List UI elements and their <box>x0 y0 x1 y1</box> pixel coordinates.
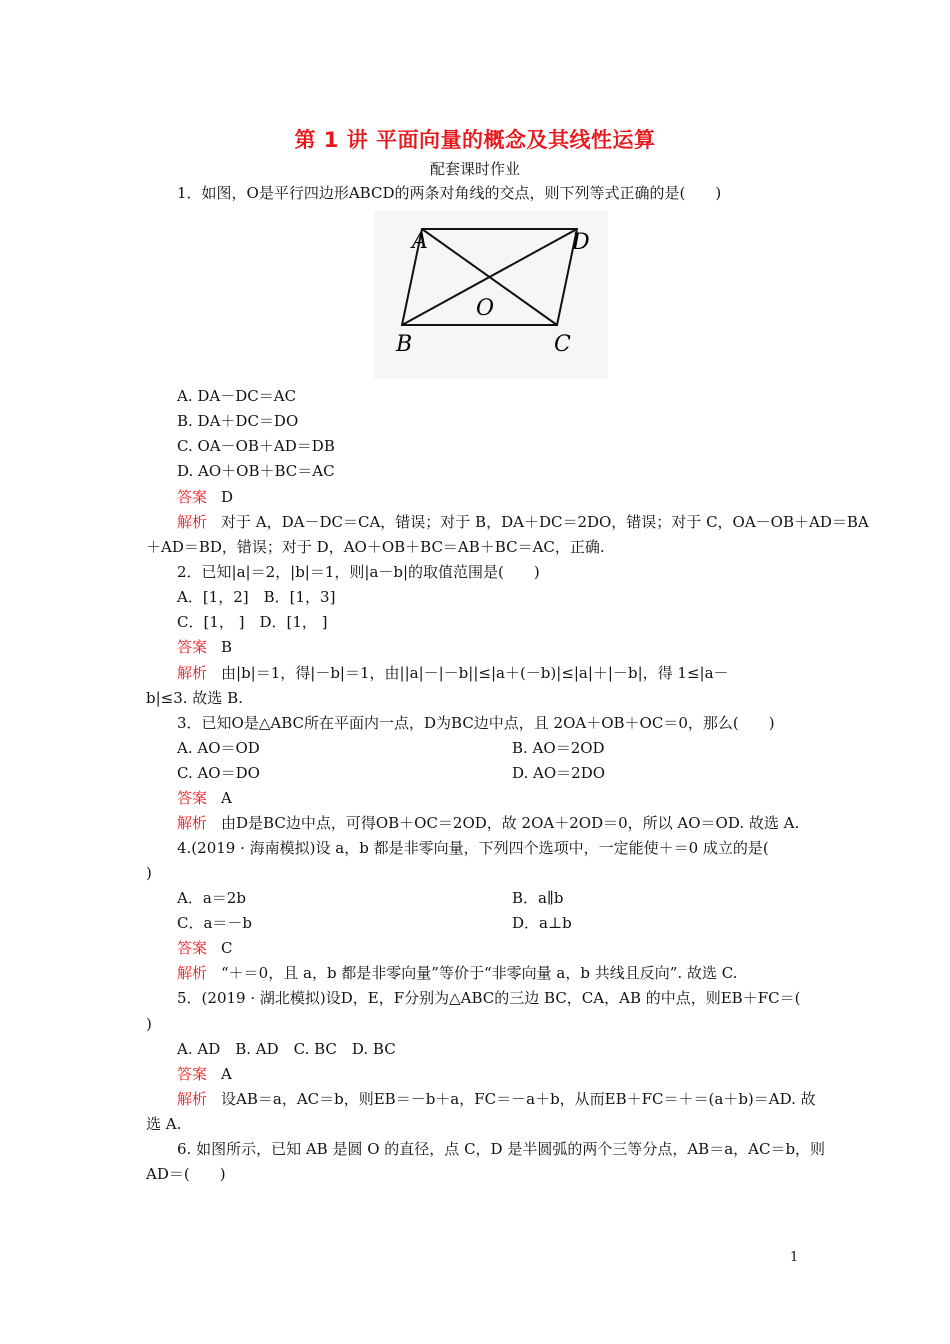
answer-label: 答案 <box>177 488 208 506</box>
q1-option-a: A. DA－DC＝AC <box>177 387 297 405</box>
label-A: A <box>412 229 428 254</box>
parallelogram-figure <box>374 211 608 379</box>
q3-option-d: D. AO＝2DO <box>512 764 606 782</box>
analysis-text: 由D是BC边中点，可得OB＋OC＝2OD，故 2OA＋2OD＝0，所以 AO＝OD. 故选 A. <box>221 814 800 832</box>
answer-value: C <box>221 939 233 957</box>
q3-option-a: A. AO＝OD <box>177 739 260 757</box>
label-O: O <box>476 296 495 321</box>
q3-answer <box>177 789 232 807</box>
parallelogram-diagram <box>374 211 608 379</box>
label-C: C <box>554 332 571 357</box>
q2-stem: 2．已知|a|＝2，|b|＝1，则|a－b|的取值范围是( ) <box>177 563 540 581</box>
page-subtitle: 配套课时作业 <box>429 160 520 178</box>
answer-value: B <box>221 638 233 656</box>
q1-analysis <box>177 513 869 531</box>
q5-analysis <box>177 1090 816 1108</box>
q5-analysis-cont: 选 A. <box>146 1115 182 1133</box>
q5-answer <box>177 1065 232 1083</box>
answer-value: D <box>221 488 234 506</box>
q3-analysis <box>177 814 799 832</box>
analysis-label: 解析 <box>177 513 208 531</box>
q4-option-d: D．a⊥b <box>512 914 572 932</box>
q1-option-b: B. DA＋DC＝DO <box>177 412 299 430</box>
answer-label: 答案 <box>177 789 208 807</box>
analysis-label: 解析 <box>177 814 208 832</box>
q2-options-row2: C．[1， ] D．[1， ] <box>177 613 328 631</box>
q4-stem-cont: ) <box>146 864 152 882</box>
q2-answer <box>177 638 232 656</box>
page-number: 1 <box>790 1250 799 1265</box>
analysis-label: 解析 <box>177 1090 208 1108</box>
q4-stem: 4.(2019 · 海南模拟)设 a，b 都是非零向量，下列四个选项中，一定能使＋＝0 成立的是( <box>177 839 769 857</box>
q1-option-c: C. OA－OB＋AD＝DB <box>177 437 335 455</box>
label-D: D <box>572 230 590 255</box>
answer-label: 答案 <box>177 638 208 656</box>
analysis-label: 解析 <box>177 664 208 682</box>
answer-label: 答案 <box>177 1065 208 1083</box>
analysis-label: 解析 <box>177 964 208 982</box>
q2-analysis <box>177 664 729 682</box>
q5-stem-cont: ) <box>146 1015 152 1033</box>
q1-answer <box>177 488 233 506</box>
q6-stem-cont: AD＝( ) <box>146 1165 226 1183</box>
q4-option-c: C．a＝－b <box>177 914 253 932</box>
page-title: 第 1 讲 平面向量的概念及其线性运算 <box>294 128 656 152</box>
q4-analysis <box>177 964 737 982</box>
q6-stem: 6. 如图所示，已知 AB 是圆 O 的直径，点 C，D 是半圆弧的两个三等分点，AB＝a，AC＝b，则 <box>177 1140 826 1158</box>
answer-value: A <box>221 1065 232 1083</box>
analysis-text: 由|b|＝1，得|－b|＝1，由||a|－|－b||≤|a＋(－b)|≤|a|＋|－b|，得 1≤|a－ <box>221 664 729 682</box>
label-B: B <box>396 332 413 357</box>
q1-stem: 1．如图，O是平行四边形ABCD的两条对角线的交点，则下列等式正确的是( ) <box>177 184 722 202</box>
q3-option-b: B. AO＝2OD <box>512 739 605 757</box>
q4-answer <box>177 939 233 957</box>
answer-value: A <box>221 789 232 807</box>
answer-label: 答案 <box>177 939 208 957</box>
q1-analysis-cont: ＋AD＝BD，错误；对于 D，AO＋OB＋BC＝AB＋BC＝AC，正确. <box>146 538 605 556</box>
q4-option-b: B．a∥b <box>512 889 564 907</box>
q1-option-d: D. AO＋OB＋BC＝AC <box>177 462 335 480</box>
analysis-text: “＋＝0，且 a，b 都是非零向量”等价于“非零向量 a，b 共线且反向”. 故选 C. <box>221 964 738 982</box>
q3-stem: 3．已知O是△ABC所在平面内一点，D为BC边中点，且 2OA＋OB＋OC＝0，那么( ) <box>177 714 775 732</box>
q5-options: A. AD B. AD C. BC D. BC <box>177 1040 396 1058</box>
q4-option-a: A．a＝2b <box>177 889 246 907</box>
analysis-text: 设AB＝a，AC＝b，则EB＝－b＋a，FC＝－a＋b，从而EB＋FC＝＋＝(a＋b)＝AD. 故 <box>221 1090 816 1108</box>
q5-stem: 5．(2019 · 湖北模拟)设D，E，F分别为△ABC的三边 BC，CA，AB 的中点，则EB＋FC＝( <box>177 989 801 1007</box>
analysis-text: 对于 A，DA－DC＝CA，错误；对于 B，DA＋DC＝2DO，错误；对于 C，OA－OB＋AD＝BA <box>221 513 869 531</box>
q2-options-row1: A．[1，2] B．[1，3] <box>177 588 336 606</box>
q3-option-c: C. AO＝DO <box>177 764 260 782</box>
q2-analysis-cont: b|≤3. 故选 B. <box>146 689 243 707</box>
